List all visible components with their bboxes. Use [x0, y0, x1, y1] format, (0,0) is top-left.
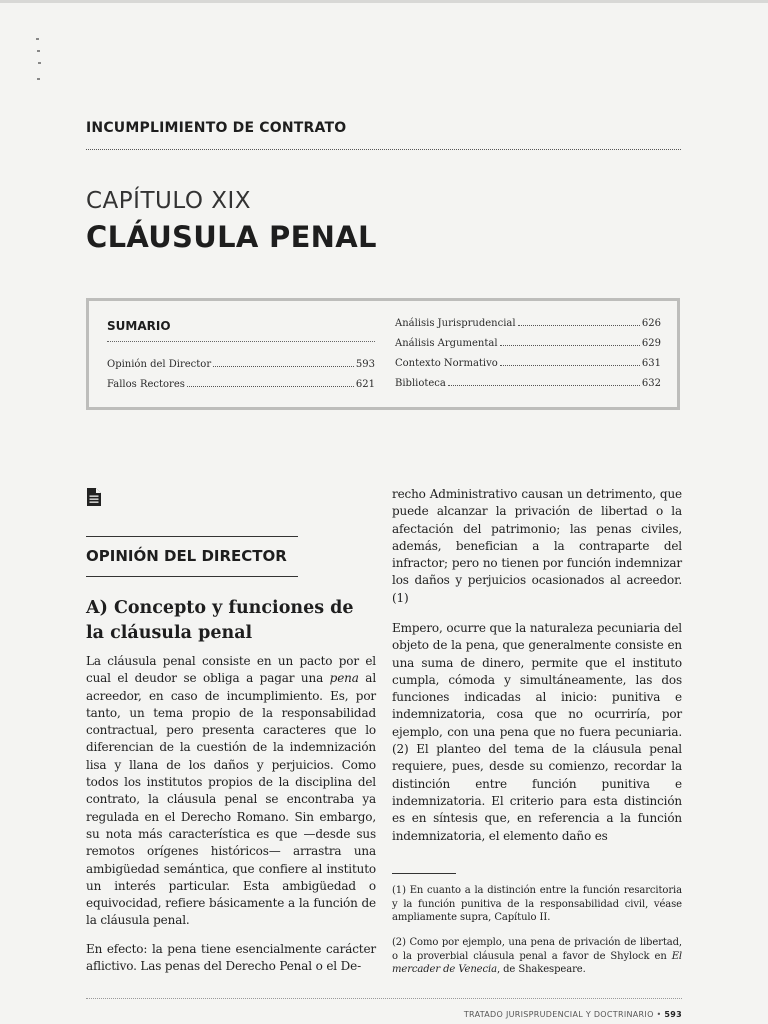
footer-divider [86, 998, 682, 999]
toc-entry-label: Fallos Rectores [107, 379, 185, 390]
toc-entry-label: Contexto Normativo [395, 358, 498, 369]
paragraph-text: La cláusula penal consiste en un pacto por el cual el deudor se obliga a pagar una [86, 654, 376, 686]
toc-entry[interactable] [107, 359, 375, 379]
scan-specks [34, 36, 44, 86]
toc-entry[interactable] [395, 378, 661, 398]
opinion-rule-bottom [86, 576, 298, 577]
page-top-edge [0, 0, 768, 3]
running-section-title: INCUMPLIMIENTO DE CONTRATO [86, 120, 347, 136]
summary-box [86, 298, 680, 410]
toc-leader [187, 386, 354, 387]
opinion-heading: OPINIÓN DEL DIRECTOR [86, 547, 287, 565]
paragraph-text: al acreedor, en caso de incumplimiento. Es, por tanto, un tema propio de la responsabilidad contractual, pero presenta caracteres que lo diferencian de la cuestión de la indemnización lisa y llana de los daños y perjuicios. Como todos los institutos propios de la disciplina del contrato, la cláusula penal se encontraba ya regulada en el Derecho Romano. Sin embargo, su nota más característica es que —desde sus remotos orígenes históricos— arrastra una ambigüedad semántica, que confiere al instituto un interés particular. Esta ambigüedad o equivocidad, refiere básicamente a la función de la cláusula penal. [86, 671, 377, 928]
summary-left-list [107, 359, 375, 399]
toc-entry-label: Análisis Argumental [395, 338, 498, 349]
footnote-1: (1) En cuanto a la distinción entre la función resarcitoria y la función punitiva de la responsabilidad civil, véase ampliamente supra, Capítulo II. [392, 885, 682, 923]
toc-entry[interactable] [395, 358, 661, 378]
subsection-heading: A) Concepto y funciones de la cláusula penal [86, 598, 354, 643]
footnote-text: , de Shakespeare. [496, 964, 586, 975]
chapter-title: CLÁUSULA PENAL [86, 220, 377, 254]
toc-entry-page: 626 [641, 318, 661, 329]
toc-leader [448, 385, 640, 386]
footnote-separator [392, 873, 456, 874]
toc-entry-label: Análisis Jurisprudencial [395, 318, 516, 329]
section-divider [86, 149, 681, 150]
body-paragraph-3: recho Administrativo causan un detrimento, que puede alcanzar la privación de libertad o la afectación del patrimonio; las penas civiles, además, benefician a la contraparte del infractor; pero no tienen por función indemnizar los daños y perjuicios ocasionados al acreedor. (1) [392, 487, 682, 605]
emphasis-text: pena [329, 671, 359, 686]
toc-entry[interactable] [107, 379, 375, 399]
body-paragraph-1 [86, 653, 376, 930]
summary-right-list [395, 318, 661, 398]
toc-entry-page: 631 [641, 358, 661, 369]
document-icon [86, 487, 102, 507]
summary-title-rule [107, 341, 375, 342]
toc-entry-label: Biblioteca [395, 378, 446, 389]
summary-title: SUMARIO [107, 319, 171, 333]
toc-leader [518, 325, 640, 326]
chapter-number: CAPÍTULO XIX [86, 188, 252, 214]
toc-entry-label: Opinión del Director [107, 359, 212, 370]
page-footer: TRATADO JURISPRUDENCIAL Y DOCTRINARIO • 593 [463, 1010, 682, 1019]
footnote-2 [392, 936, 682, 977]
footer-publication: TRATADO JURISPRUDENCIAL Y DOCTRINARIO [463, 1010, 654, 1019]
toc-entry-page: 629 [641, 338, 661, 349]
opinion-rule-top [86, 536, 298, 537]
toc-entry-page: 632 [641, 378, 661, 389]
toc-leader [500, 365, 640, 366]
toc-entry[interactable] [395, 318, 661, 338]
toc-entry-page: 621 [355, 379, 375, 390]
footnote-emphasis: El mercader de Venecia [392, 950, 682, 975]
body-paragraph-4: Empero, ocurre que la naturaleza pecuniaria del objeto de la pena, que generalmente consiste en una suma de dinero, permite que el instituto cumpla, cómoda y simultáneamente, las dos funciones indicadas al inicio: punitiva e indemnizatoria, cosa que no ocurriría, por ejemplo, con una pena que no fuera pecuniaria. (2) El planteo del tema de la cláusula penal requiere, pues, desde su comienzo, recordar la distinción entre función punitiva e indemnizatoria. El criterio para esta distinción es en síntesis que, en referencia a la función indemnizatoria, el elemento daño es [392, 621, 682, 843]
toc-entry-page: 593 [355, 359, 375, 370]
toc-entry[interactable] [395, 338, 661, 358]
toc-leader [213, 366, 354, 367]
page-number: 593 [664, 1010, 682, 1019]
toc-leader [500, 345, 640, 346]
footnote-text: (2) Como por ejemplo, una pena de privación de libertad, o la proverbial cláusula penal a favor de Shylock en [392, 937, 682, 962]
body-paragraph-2: En efecto: la pena tiene esencialmente carácter aflictivo. Las penas del Derecho Penal o el De- [86, 942, 376, 974]
